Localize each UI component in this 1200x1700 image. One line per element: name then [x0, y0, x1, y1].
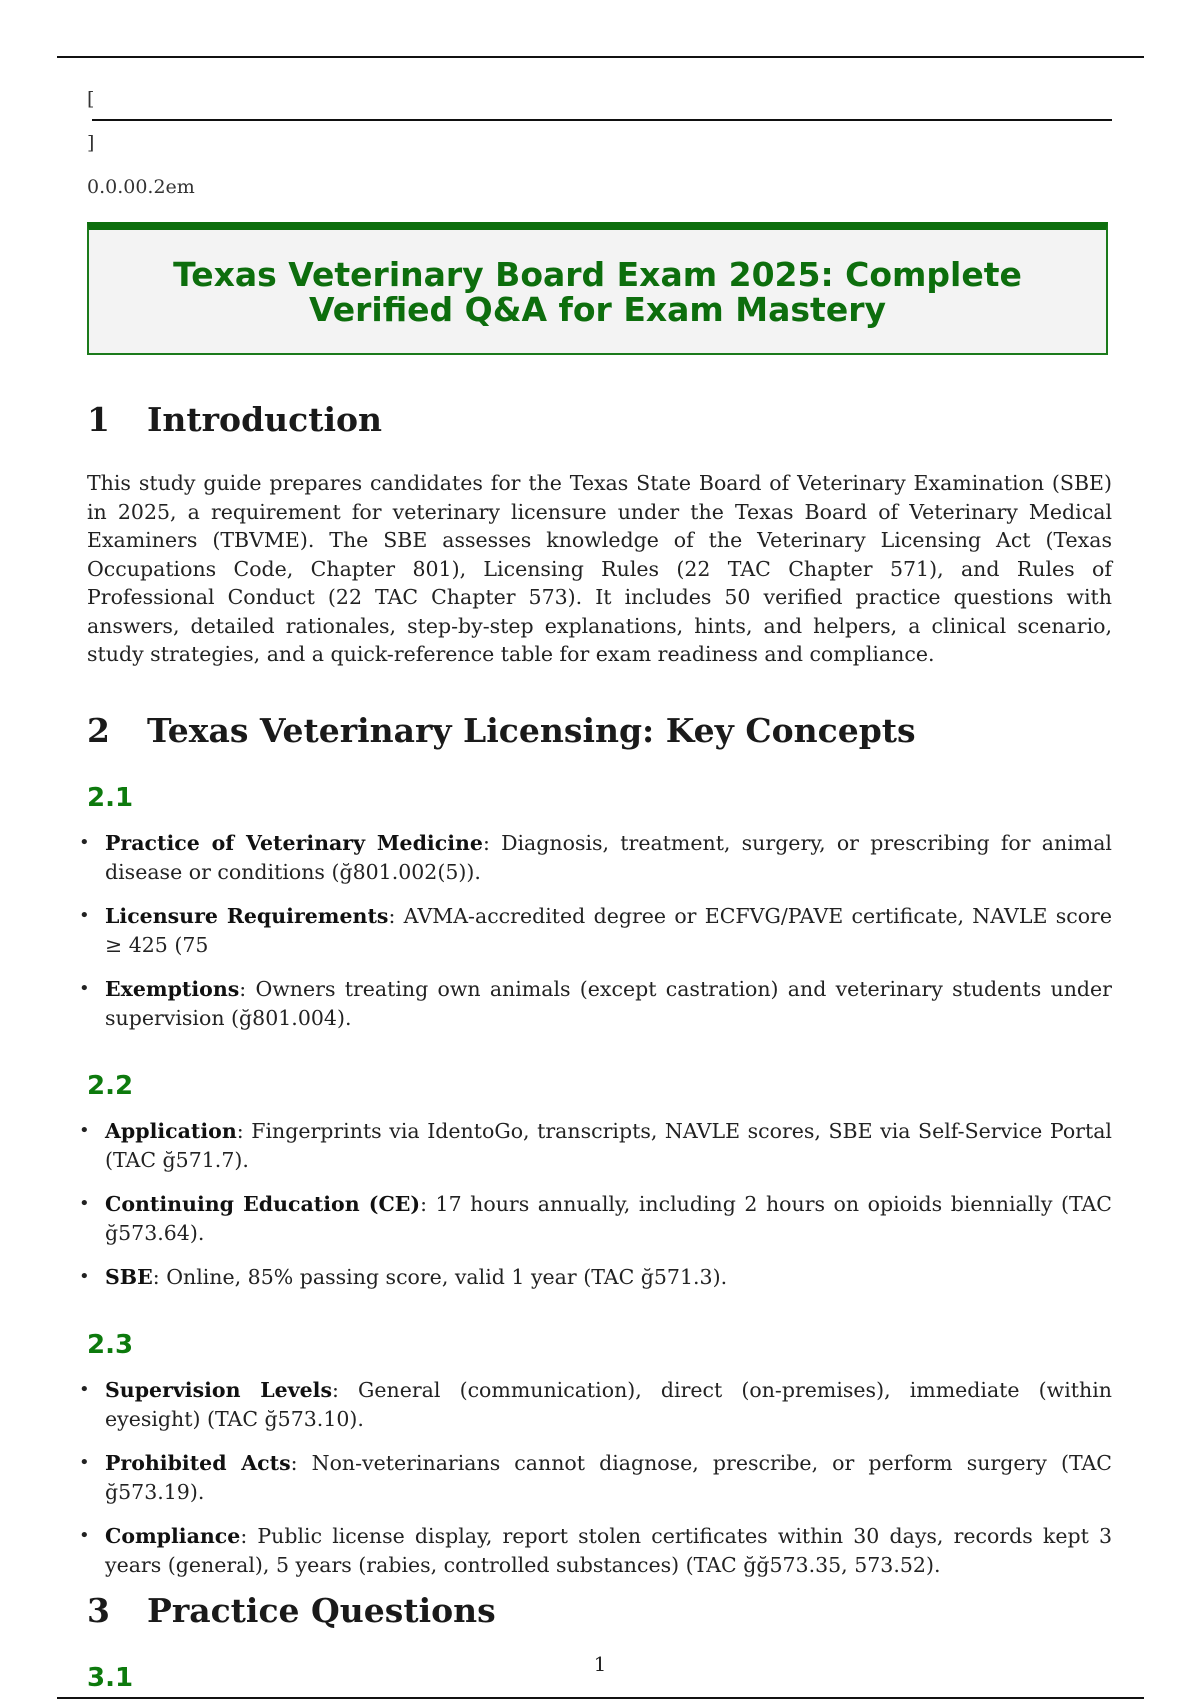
- close-bracket: ]: [87, 132, 95, 154]
- list-item: [87, 1190, 1112, 1247]
- list-item-text: : Owners treating own animals (except castration) and veterinary students under supervision (ğ801.004).: [105, 977, 1112, 1030]
- section-heading-introduction: [87, 400, 382, 439]
- list-item: [87, 902, 1112, 959]
- subsection-heading-2-1: 2.1: [87, 783, 134, 813]
- spacing-artifact: 0.0.00.2em: [87, 176, 195, 198]
- page-number: 1: [593, 1652, 607, 1676]
- subsection-heading-2-3: 2.3: [87, 1330, 134, 1360]
- list-item: [87, 1117, 1112, 1174]
- intro-paragraph: This study guide prepares candidates for the Texas State Board of Veterinary Examination (SBE) in 2025, a requirement for veterinary licensure under the Texas Board of Veterinary Medical Examiners (TBVME). The SBE assesses knowledge of the Veterinary Licensing Act (Texas Occupations Code, Chapter 801), Licensing Rules (22 TAC Chapter 571), and Rules of Professional Conduct (22 TAC Chapter 573). It includes 50 verified practice questions with answers, detailed rationales, step-by-step explanations, hints, and helpers, a clinical scenario, study strategies, and a quick-reference table for exam readiness and compliance.: [87, 471, 1112, 666]
- section-heading-key-concepts: [87, 711, 916, 750]
- list-item: [87, 1522, 1112, 1579]
- title-box: [87, 222, 1108, 355]
- list-item-term: Licensure Requirements: [105, 904, 389, 928]
- subsection-heading-3-1: 3.1: [87, 1663, 134, 1693]
- list-item-term: SBE: [105, 1265, 153, 1289]
- list-item: [87, 975, 1112, 1032]
- list-item-text: : Public license display, report stolen certificates within 30 days, records kept 3 years (general), 5 years (rabies, controlled substances) (TAC ğğ573.35, 573.52).: [105, 1524, 1112, 1577]
- list-item-term: Application: [105, 1119, 237, 1143]
- section-number: 2: [87, 711, 110, 750]
- list-item: [87, 1263, 1112, 1292]
- list-item-text: : General (communication), direct (on-premises), immediate (within eyesight) (TAC ğ573.10).: [105, 1378, 1112, 1431]
- document-title: Texas Veterinary Board Exam 2025: Complete Verified Q&A for Exam Mastery: [173, 254, 1022, 329]
- list-item-text: : AVMA-accredited degree or ECFVG/PAVE certificate, NAVLE score ≥ 425 (75: [105, 904, 1112, 957]
- section-title: Introduction: [147, 400, 383, 439]
- list-item-term: Compliance: [105, 1524, 241, 1548]
- footer-rule: [57, 1697, 1144, 1699]
- list-item-text: : Diagnosis, treatment, surgery, or prescribing for animal disease or conditions (ğ801.002(5)).: [105, 831, 1112, 884]
- list-item-term: Continuing Education (CE): [105, 1192, 421, 1216]
- list-item-text: : Fingerprints via IdentoGo, transcripts, NAVLE scores, SBE via Self-Service Portal (TAC ğ571.7).: [105, 1119, 1112, 1172]
- list-item-term: Exemptions: [105, 977, 240, 1001]
- concepts-list-2-1: [87, 829, 1112, 1048]
- list-item-term: Practice of Veterinary Medicine: [105, 831, 483, 855]
- section-title: Practice Questions: [147, 1591, 496, 1630]
- list-item: [87, 1376, 1112, 1433]
- concepts-list-2-2: [87, 1117, 1112, 1308]
- subsection-heading-2-2: 2.2: [87, 1071, 134, 1101]
- list-item-term: Prohibited Acts: [105, 1451, 291, 1475]
- header-rule: [57, 56, 1144, 58]
- bracket-rule: [92, 119, 1112, 121]
- section-title: Texas Veterinary Licensing: Key Concepts: [147, 711, 916, 750]
- list-item: [87, 829, 1112, 886]
- list-item-text: : Non-veterinarians cannot diagnose, prescribe, or perform surgery (TAC ğ573.19).: [105, 1451, 1112, 1504]
- list-item-term: Supervision Levels: [105, 1378, 332, 1402]
- section-number: 3: [87, 1591, 110, 1630]
- list-item-text: : 17 hours annually, including 2 hours on opioids biennially (TAC ğ573.64).: [105, 1192, 1112, 1245]
- concepts-list-2-3: [87, 1376, 1112, 1595]
- section-heading-practice-questions: [87, 1591, 496, 1630]
- list-item-text: : Online, 85% passing score, valid 1 year (TAC ğ571.3).: [152, 1265, 728, 1289]
- list-item: [87, 1449, 1112, 1506]
- section-number: 1: [87, 400, 110, 439]
- open-bracket: [: [87, 88, 95, 110]
